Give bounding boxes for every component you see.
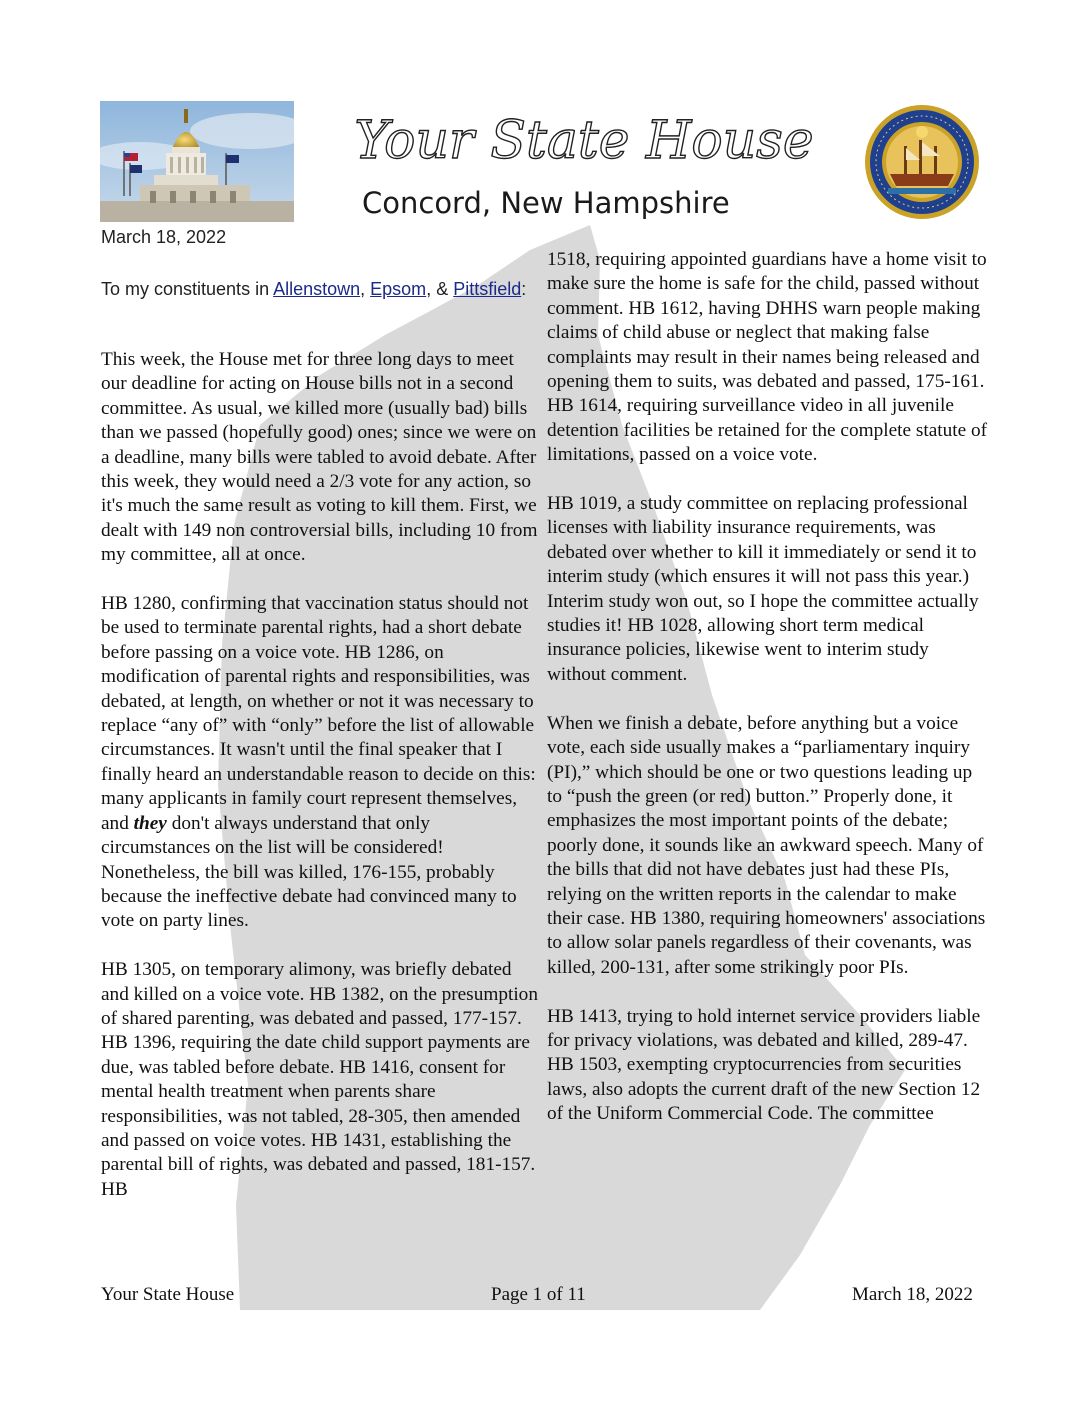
footer-title: Your State House bbox=[101, 1284, 235, 1305]
newsletter-date: March 18, 2022 bbox=[101, 227, 227, 247]
masthead-title bbox=[344, 104, 824, 174]
paragraph: 1518, requiring appointed guardians have a home visit to make sure the home is safe for the child, passed without comment. HB 1612, having DHHS warn people making claims of child abuse or neglect that making false complaints may result in their names being released and opening them to suits, was debated and passed, 175-161. HB 1614, requiring surveillance video in all juvenile detention facilities be retained for the complete statute of limitations, passed on a voice vote. bbox=[547, 249, 988, 466]
paragraph-text: HB 1280, confirming that vaccination status should not be used to terminate parental rights, had a short debate before passing on a voice vote. HB 1286, on modification of parental rights and responsibilities, was debated, at length, on whether or not it was necessary to replace “any of” with “only” before the list of allowable circumstances. It wasn't until the final speaker that I finally heard an understandable reason to decide on this: many applicants in family court represent themselves, and bbox=[101, 593, 536, 834]
salutation-suffix: : bbox=[521, 279, 527, 299]
paragraph: When we finish a debate, before anything but a voice vote, each side usually makes a “parliamentary inquiry (PI),” which should be one or two questions leading up to “push the green (or red) button.” Properly done, it emphasizes the most important points of the debate; poorly done, it sounds like an awkward speech. Many of the bills that did not have debates just had these PIs, relying on the written reports in the calendar to make their case. HB 1380, requiring homeowners' associations to allow solar panels regardless of their covenants, was killed, 200-131, after some strikingly poor PIs. bbox=[547, 712, 986, 978]
paragraph bbox=[101, 592, 543, 934]
town-link-epsom[interactable]: Epsom bbox=[370, 279, 427, 299]
left-column bbox=[101, 348, 543, 1202]
paragraph: This week, the House met for three long days to meet our deadline for acting on House bills not in a second committee. As usual, we killed more (usually bad) bills than we passed (hopefully good) ones; since we were on a deadline, many bills were tabled to avoid debate. After this week, they would need a 2/3 vote for any action, so it's much the same result as voting to kill them. First, we dealt with 149 non controversial bills, including 10 from my committee, all at once. bbox=[101, 349, 538, 566]
town-link-allenstown[interactable]: Allenstown bbox=[273, 279, 361, 299]
state-house-photo bbox=[100, 101, 294, 222]
masthead-subtitle: Concord, New Hampshire bbox=[362, 186, 730, 220]
paragraph: HB 1019, a study committee on replacing professional licenses with liability insurance requirements, was debated over whether to kill it immediately or send it to interim study (which ensures it will not pass this year.) Interim study won out, so I hope the committee actually studies it! HB 1028, allowing short term medical insurance policies, likewise went to interim study without comment. bbox=[547, 493, 979, 685]
salutation-prefix: To my constituents in bbox=[101, 279, 274, 299]
paragraph-text: don't always understand that only circumstances on the list will be considered! Nonetheless, the bill was killed, 176-155, probably because the ineffective debate had convinced many to vote on party lines. bbox=[101, 812, 517, 932]
svg-text:Your State House: Your State House bbox=[354, 111, 814, 171]
paragraph: HB 1305, on temporary alimony, was briefly debated and killed on a voice vote. HB 1382, on the presumption of shared parenting, was debated and passed, 177-157. HB 1396, requiring the date child support payments are due, was tabled before debate. HB 1416, consent for mental health treatment when parents share responsibilities, was not tabled, 28-305, then amended and passed on voice votes. HB 1431, establishing the parental bill of rights, was debated and passed, 181-157. HB bbox=[101, 959, 538, 1200]
footer-page-number: Page 1 of 11 bbox=[491, 1284, 586, 1305]
state-seal-icon bbox=[864, 104, 980, 220]
footer-date: March 18, 2022 bbox=[852, 1284, 973, 1305]
salutation-sep: , & bbox=[426, 279, 454, 299]
salutation bbox=[101, 277, 541, 301]
right-column bbox=[547, 248, 989, 1127]
emphasis-text: they bbox=[133, 812, 167, 834]
salutation-sep: , bbox=[360, 279, 371, 299]
paragraph: HB 1413, trying to hold internet service providers liable for privacy violations, was debated and killed, 289-47. HB 1503, exempting cryptocurrencies from securities laws, also adopts the current draft of the new Section 12 of the Uniform Commercial Code. The committee bbox=[547, 1005, 981, 1125]
town-link-pittsfield[interactable]: Pittsfield bbox=[453, 279, 522, 299]
